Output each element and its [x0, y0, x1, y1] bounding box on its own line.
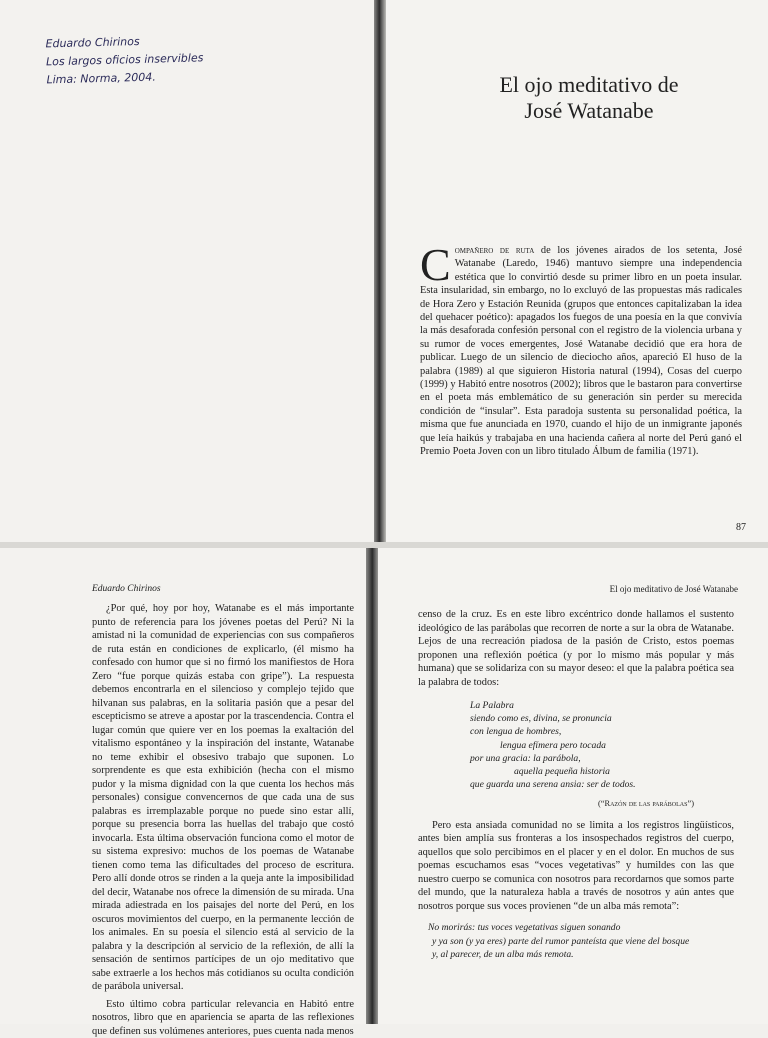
running-head-right: El ojo meditativo de José Watanabe — [610, 584, 738, 594]
handwritten-line: Eduardo Chirinos — [45, 29, 305, 54]
page-87 — [384, 0, 768, 542]
opening-smallcaps: ompañero de ruta — [455, 245, 535, 256]
chapter-title-line-1: El ojo meditativo de — [424, 72, 754, 98]
page-89 — [378, 548, 768, 1024]
poem-line: que guarda una serena ansia: ser de todos. — [470, 778, 734, 791]
page-number: 87 — [736, 522, 746, 533]
handwritten-line: Los largos oficios inservibles — [46, 47, 306, 72]
body-paragraph: ¿Por qué, hoy por hoy, Watanabe es el más importante punto de referencia para los jóvenes poetas del Perú? Ni la amistad ni la comunidad de experiencias con sus compañeros de ruta están en condiciones de explicarlo, (él mismo ha confesado con humor que si no firmó los manifiestos de Hora Zero “fue porque quizás estaba con gripe”). La respuesta debemos encontrarla en el silencioso y complejo tejido que hilvanan sus palabras, en la solitaria pasión que a pesar del escepticismo se atreve a apostar por la trascendencia. Contra el lugar común que quiere ver en los poemas la exaltación del vitalismo espontáneo y la inspiración del instante, Watanabe no teme exhibir el obsesivo trabajo que suponen. Lo sorprendente es que esta exhibición (hecha con el mismo pudor y la misma dignidad con la que cuenta los hechos más personales) consigue convencernos de que cada una de sus palabras es irremplazable porque no puede sino estar allí, porque su presencia borra las huellas del trabajo que costó invocarla. Esta última observación funciona como el motor de su sistema expresivo: muchos de los poemas de Watanabe tienen como tema las dificultades del proceso de escritura. Pero allí donde otros se rinden a la queja ante la imposibilidad del decir, Watanabe nos ofrece la dimensión de su mirada. Una mirada adiestrada en los paisajes del norte del Perú, en los oscuros movimientos del cuerpo, en la permanente lección de los animales. En su poesía el silencio está al servicio de la palabra y la descripción al servicio de la reflexión, de allí la sensación de sentirnos partícipes de un ojo meditativo que sabe extraerle a los hechos más cotidianos su oculta condición de parábola universal. — [92, 602, 354, 994]
chapter-title-line-2: José Watanabe — [424, 98, 754, 124]
poem-line: lengua efímera pero tocada — [470, 739, 734, 752]
poem-line: con lengua de hombres, — [470, 725, 734, 738]
poem-attribution: (“Razón de las parábolas”) — [418, 797, 694, 811]
poem-line: La Palabra — [470, 699, 734, 712]
opening-paragraph — [420, 244, 742, 459]
body-paragraph: Esto último cobra particular relevancia en Habitó entre nosotros, libro que en apariencia se aparta de las reflexiones que definen sus volúmenes anteriores, pues cuenta nada menos — [92, 998, 354, 1038]
drop-cap: C — [420, 246, 451, 284]
poem-line: por una gracia: la parábola, — [470, 752, 734, 765]
page-89-body — [418, 608, 734, 961]
body-paragraph: Pero esta ansiada comunidad no se limita a los registros lingüísticos, antes bien amplía sus fronteras a los insospechados registros del cuerpo, aquellos que solo percibimos en el placer y en el dolor. En muchos de sus poemas escuchamos esas “voces vegetativas” y humildes con las que nuestro cuerpo se comunica con nosotros para recordarnos que somos parte del mundo, que la naturaleza habla a través de nosotros y aún antes que nosotros porque sus voces provienen “de un alba más remota”: — [418, 819, 734, 914]
poem-line: y, al parecer, de un alba más remota. — [428, 948, 734, 961]
poem-line: siendo como es, divina, se pronuncia — [470, 712, 734, 725]
handwritten-note — [45, 29, 306, 90]
poem-line: y ya son (y ya eres) parte del rumor panteísta que viene del bosque — [428, 935, 734, 948]
book-spine-top — [374, 0, 386, 542]
poem-quote — [428, 921, 734, 961]
top-left-page — [0, 0, 378, 542]
running-head-left: Eduardo Chirinos — [92, 584, 161, 594]
body-paragraph: censo de la cruz. Es en este libro excéntrico donde hallamos el sustento ideológico de las parábolas que recorren de norte a sur la obra de Watanabe. Lejos de una recreación piadosa de la pasión de Cristo, estos poemas proponen una reflexión poética (y por lo mismo más popular y más humana) que se solidariza con su mayor deseo: el que la palabra poética sea la palabra de todos: — [418, 608, 734, 689]
chapter-title — [424, 72, 754, 124]
poem-quote — [470, 699, 734, 791]
handwritten-line: Lima: Norma, 2004. — [46, 65, 306, 90]
poem-line: No morirás: tus voces vegetativas siguen sonando — [428, 921, 734, 934]
opening-text: de los jóvenes airados de los setenta, José Watanabe (Laredo, 1946) mantuvo siempre una independencia estética que lo convirtió desde su primer libro en un poeta insular. Esta insularidad, sin embargo, no lo excluyó de las propuestas más radicales de Hora Zero y Estación Reunida (grupos que entonces capitalizaban la idea del quehacer poético): apagados los fuegos de una poesía en la que convivía la más desaforada confesión personal con el registro de la violencia urbana y su rumor de voces emergentes, José Watanabe decidió que era hora de publicar. Luego de un silencio de dieciocho años, apareció El huso de la palabra (1989) al que siguieron Historia natural (1994), Cosas del cuerpo (1999) y Habitó entre nosotros (2002); libros que le bastaron para convertirse en el poeta más emblemático de su generación sin perder su merecida condición de “insular”. Esta paradoja sustenta su personalidad poética, la misma que fue anunciada en 1970, cuando el hijo de un inmigrante japonés que leía haikús y trabajaba en una hacienda cañera al norte del Perú ganó el Premio Poeta Joven con un libro titulado Álbum de familia (1971). — [420, 245, 742, 457]
page-88-body — [92, 602, 354, 1038]
poem-line: aquella pequeña historia — [470, 765, 734, 778]
